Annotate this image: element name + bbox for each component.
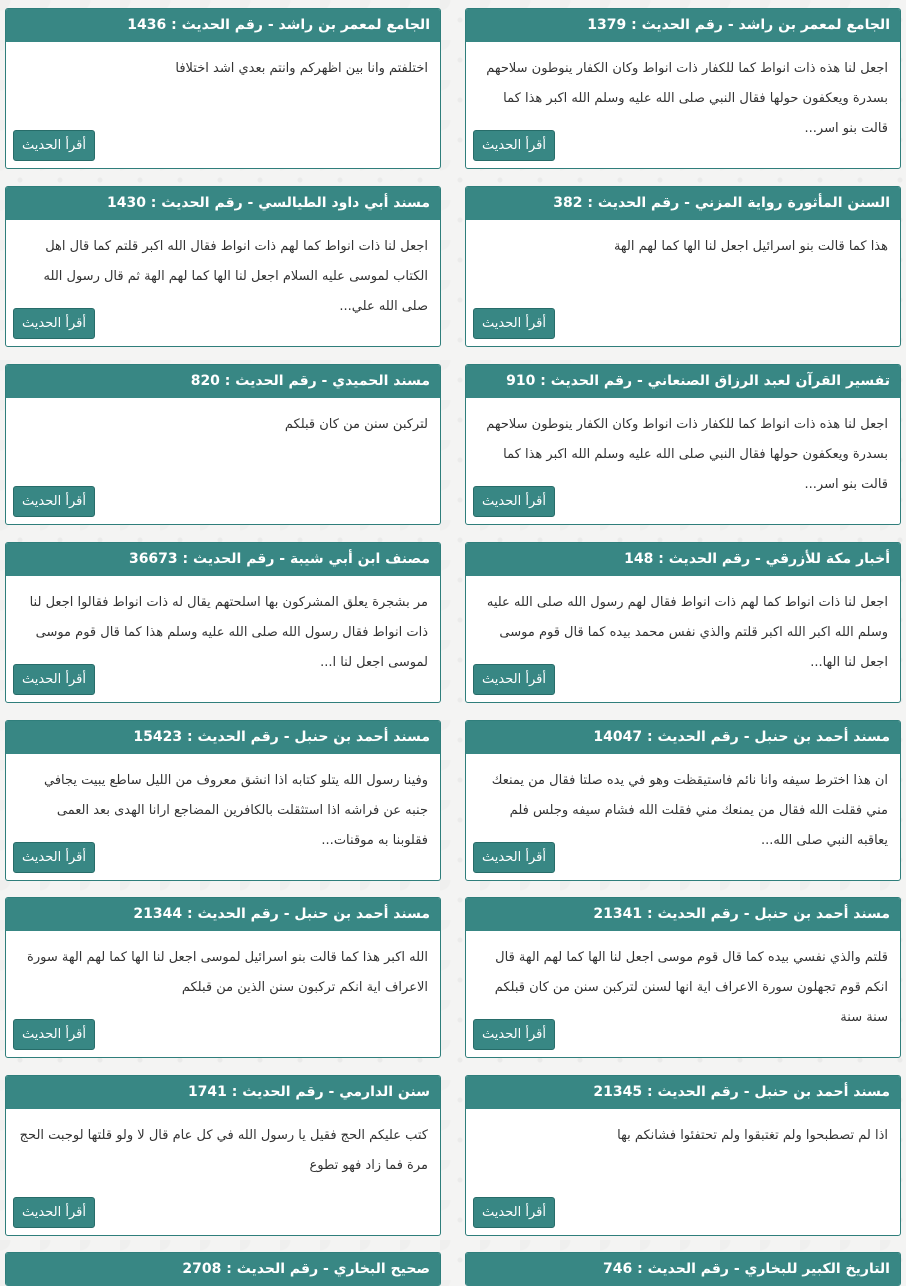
- hadith-card-title[interactable]: أخبار مكة للأزرقي - رقم الحديث : 148: [466, 543, 900, 576]
- hadith-card: [465, 1075, 901, 1236]
- hadith-card: [5, 364, 441, 525]
- hadith-card-title[interactable]: تفسير القرآن لعبد الرزاق الصنعاني - رقم الحديث : 910: [466, 365, 900, 398]
- hadith-card: [5, 186, 441, 347]
- hadith-card: [5, 720, 441, 881]
- hadith-card-title[interactable]: مسند الحميدي - رقم الحديث : 820: [6, 365, 440, 398]
- hadith-card: [5, 8, 441, 169]
- hadith-card: [465, 364, 901, 525]
- hadith-card-text: هذا كما قالت بنو اسرائيل اجعل لنا الها كما لهم الهة: [613, 239, 888, 254]
- hadith-card: [465, 8, 901, 169]
- read-hadith-button[interactable]: أقرأ الحديث: [473, 664, 555, 695]
- hadith-card-title[interactable]: مسند أحمد بن حنبل - رقم الحديث : 14047: [466, 721, 900, 754]
- hadith-card-text: كتب عليكم الحج فقيل يا رسول الله في كل عام قال لا ولو قلتها لوجبت الحج مرة فما زاد فهو تطوع: [19, 1128, 428, 1173]
- read-hadith-button[interactable]: أقرأ الحديث: [13, 1019, 95, 1050]
- hadith-card-text: وفينا رسول الله يتلو كتابه اذا انشق معروف من الليل ساطع يبيت يجافي جنبه عن فراشه اذا استثقلت بالكافرين المضاجع ارانا الهدى بعد العمى فقلوبنا به موقنات...: [43, 773, 428, 848]
- read-hadith-button[interactable]: أقرأ الحديث: [473, 486, 555, 517]
- hadith-card-text: قلتم والذي نفسي بيده كما قال قوم موسى اجعل لنا الها كما لهم الهة قال انكم قوم تجهلون سورة الاعراف اية انها لسنن لتركبن سنن من كان قبلكم سنة سنة: [494, 950, 888, 1025]
- hadith-card-text: اجعل لنا هذه ذات انواط كما للكفار ذات انواط وكان الكفار ينوطون سلاحهم بسدرة ويعكفون حولها فقال النبي صلى الله عليه وسلم الله اكبر هذا كما قالت بنو اسر...: [486, 417, 888, 492]
- hadith-card-text: اجعل لنا ذات انواط كما لهم ذات انواط فقال لهم رسول الله صلى الله عليه وسلم الله اكبر الله اكبر قلتم والذي نفس محمد بيده كما قال قوم موسى اجعل لنا الها...: [486, 595, 888, 670]
- read-hadith-button[interactable]: أقرأ الحديث: [473, 1019, 555, 1050]
- read-hadith-button[interactable]: أقرأ الحديث: [13, 664, 95, 695]
- read-hadith-button[interactable]: أقرأ الحديث: [13, 842, 95, 873]
- hadith-card: [5, 897, 441, 1058]
- hadith-card: [465, 1252, 901, 1286]
- hadith-card: [465, 720, 901, 881]
- hadith-card-title[interactable]: الجامع لمعمر بن راشد - رقم الحديث : 1436: [6, 9, 440, 42]
- read-hadith-button[interactable]: أقرأ الحديث: [13, 1197, 95, 1228]
- read-hadith-button[interactable]: أقرأ الحديث: [473, 1197, 555, 1228]
- hadith-card-title[interactable]: سنن الدارمي - رقم الحديث : 1741: [6, 1076, 440, 1109]
- hadith-card-text: مر بشجرة يعلق المشركون بها اسلحتهم يقال له ذات انواط فقالوا اجعل لنا ذات انواط فقال رسول الله صلى الله عليه وسلم هذا كما قال قوم موسى لموسى اجعل لنا ا...: [29, 595, 428, 670]
- hadith-card-text: اختلفتم وانا بين اظهركم وانتم بعدي اشد اختلافا: [175, 61, 428, 76]
- hadith-card-title[interactable]: مسند أحمد بن حنبل - رقم الحديث : 21344: [6, 898, 440, 931]
- hadith-card-text: اجعل لنا ذات انواط كما لهم ذات انواط فقال الله اكبر قلتم كما قال اهل الكتاب لموسى عليه السلام اجعل لنا الها كما لهم الهة ثم قال رسول الله صلى الله علي...: [43, 239, 428, 314]
- read-hadith-button[interactable]: أقرأ الحديث: [473, 308, 555, 339]
- hadith-card: [465, 186, 901, 347]
- hadith-card-title[interactable]: مسند أحمد بن حنبل - رقم الحديث : 15423: [6, 721, 440, 754]
- hadith-card-text: ان هذا اخترط سيفه وانا نائم فاستيقظت وهو في يده صلتا فقال من يمنعك مني فقلت الله فقال من يمنعك مني فقلت الله فشام سيفه وجلس فلم يعاقبه النبي صلى الله...: [491, 773, 888, 848]
- read-hadith-button[interactable]: أقرأ الحديث: [473, 842, 555, 873]
- hadith-card-title[interactable]: مسند أحمد بن حنبل - رقم الحديث : 21345: [466, 1076, 900, 1109]
- hadith-card-title[interactable]: مصنف ابن أبي شيبة - رقم الحديث : 36673: [6, 543, 440, 576]
- hadith-card: [465, 897, 901, 1058]
- hadith-card: [5, 542, 441, 703]
- hadith-card-title[interactable]: السنن المأثورة رواية المزني - رقم الحديث : 382: [466, 187, 900, 220]
- read-hadith-button[interactable]: أقرأ الحديث: [473, 130, 555, 161]
- hadith-card-title[interactable]: مسند أبي داود الطيالسي - رقم الحديث : 1430: [6, 187, 440, 220]
- hadith-card-text: اذا لم تصطبحوا ولم تغتبقوا ولم تحتفئوا فشانكم بها: [617, 1128, 888, 1143]
- hadith-card: [5, 1252, 441, 1286]
- hadith-card: [5, 1075, 441, 1236]
- hadith-card-text: الله اكبر هذا كما قالت بنو اسرائيل لموسى اجعل لنا الها كما لهم الهة سورة الاعراف اية انكم تركبون سنن الذين من قبلكم: [27, 950, 428, 995]
- hadith-card: [465, 542, 901, 703]
- hadith-card-title[interactable]: صحيح البخاري - رقم الحديث : 2708: [6, 1253, 440, 1286]
- hadith-card-text: اجعل لنا هذه ذات انواط كما للكفار ذات انواط وكان الكفار ينوطون سلاحهم بسدرة ويعكفون حولها فقال النبي صلى الله عليه وسلم الله اكبر هذا كما قالت بنو اسر...: [486, 61, 888, 136]
- hadith-card-title[interactable]: التاريخ الكبير للبخاري - رقم الحديث : 746: [466, 1253, 900, 1286]
- read-hadith-button[interactable]: أقرأ الحديث: [13, 486, 95, 517]
- read-hadith-button[interactable]: أقرأ الحديث: [13, 308, 95, 339]
- hadith-card-text: لتركبن سنن من كان قبلكم: [284, 417, 428, 432]
- hadith-card-title[interactable]: مسند أحمد بن حنبل - رقم الحديث : 21341: [466, 898, 900, 931]
- hadith-card-title[interactable]: الجامع لمعمر بن راشد - رقم الحديث : 1379: [466, 9, 900, 42]
- read-hadith-button[interactable]: أقرأ الحديث: [13, 130, 95, 161]
